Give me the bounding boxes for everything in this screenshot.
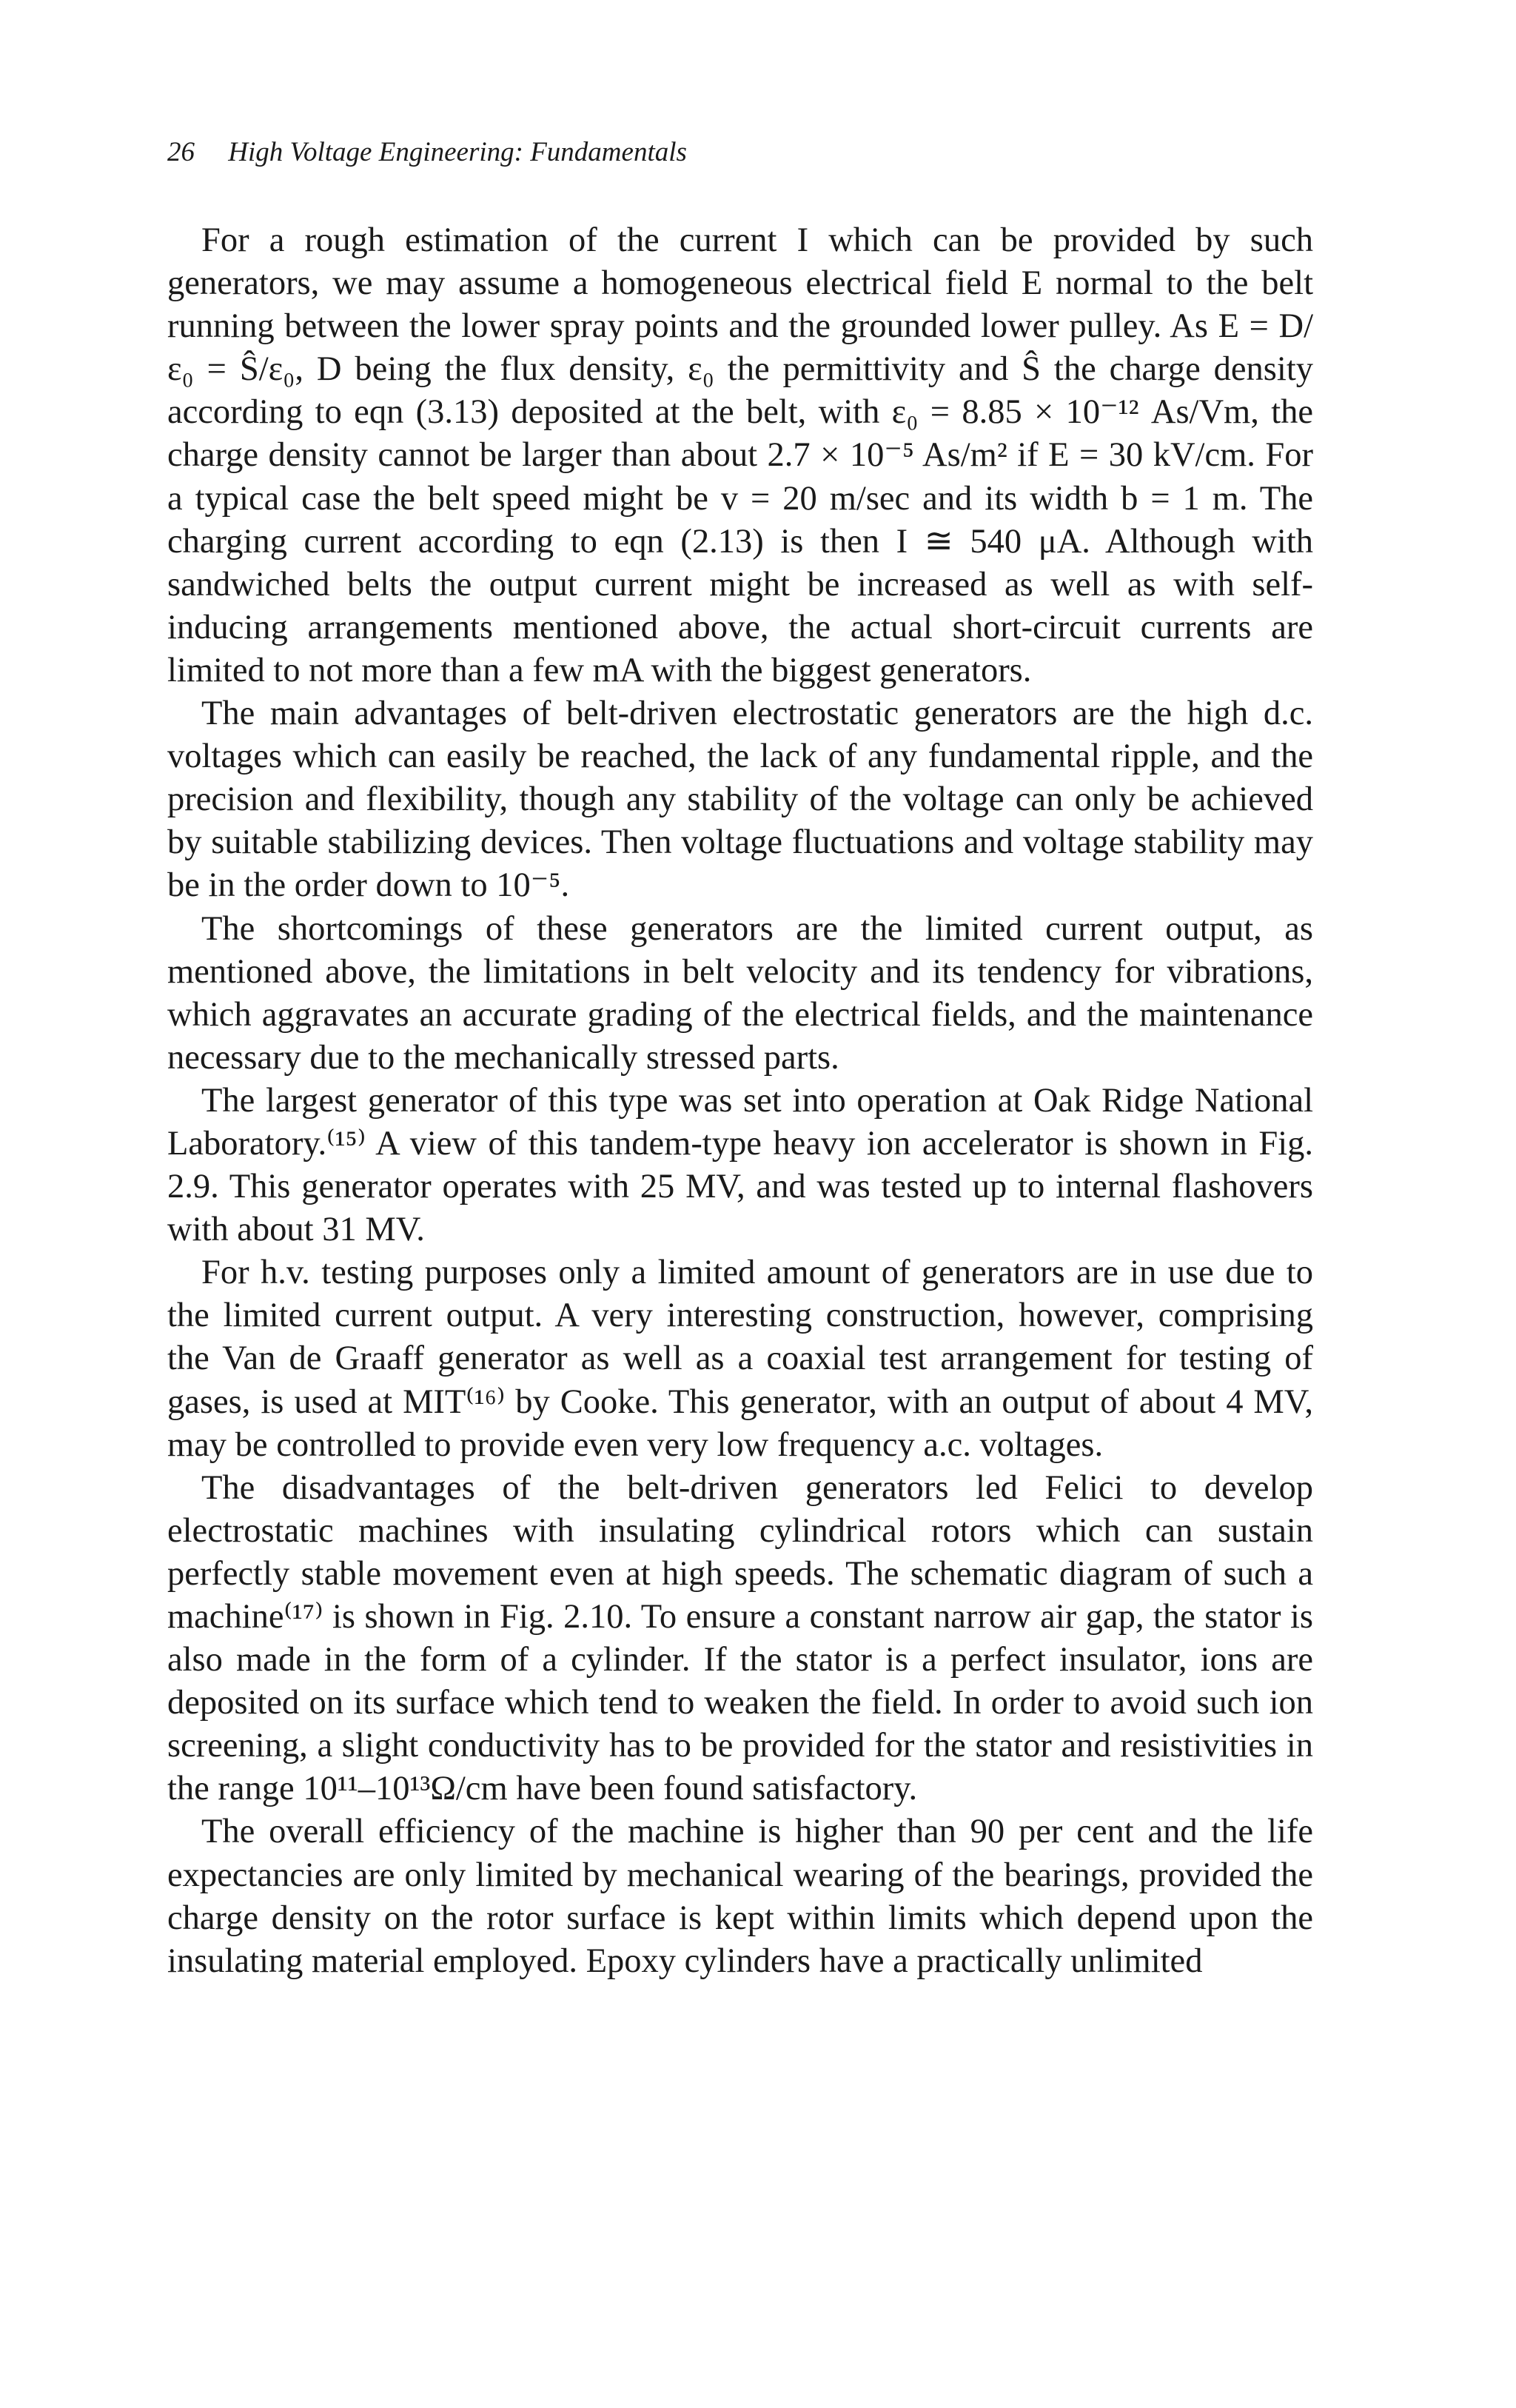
paragraph-shortcomings: The shortcomings of these generators are the limited current output, as mentioned above, the limitations in belt velocity and its tendency for vibrations, which aggravates an accurate grading of the electrical fields, and the maintenance necessary due to the mechanically stressed parts. (167, 909, 1313, 1077)
paragraph-largest-generator: The largest generator of this type was set into operation at Oak Ridge National Laboratory.⁽¹⁵⁾ A view of this tandem-type heavy ion accelerator is shown in Fig. 2.9. This generator operates with 25 MV, and was tested up to internal flashovers with about 31 MV. (167, 1081, 1313, 1249)
book-title: High Voltage Engineering: Fundamentals (228, 137, 687, 167)
paragraph-advantages: The main advantages of belt-driven electrostatic generators are the high d.c. voltages which can easily be reached, the lack of any fundamental ripple, and the precision and flexibility, though any stability of the voltage can only be achieved by suitable stabilizing devices. Then voltage fluctuations and voltage stability may be in the order down to 10⁻⁵. (167, 695, 1313, 905)
running-header (167, 133, 1313, 172)
book-page (167, 133, 1313, 1983)
paragraph-hv-testing: For h.v. testing purposes only a limited amount of generators are in use due to the limited current output. A very interesting construction, however, comprising the Van de Graaff generator as well as a coaxial test arrangement for testing of gases, is used at MIT⁽¹⁶⁾ by Cooke. This generator, with an output of about 4 MV, may be controlled to provide even very low frequency a.c. voltages. (167, 1254, 1313, 1464)
paragraph-felici-machines: The disadvantages of the belt-driven generators led Felici to develop electrostatic machines with insulating cylindrical rotors which can sustain perfectly stable movement even at high speeds. The schematic diagram of such a machine⁽¹⁷⁾ is shown in Fig. 2.10. To ensure a constant narrow air gap, the stator is also made in the form of a cylinder. If the stator is a perfect insulator, ions are deposited on its surface which tend to weaken the field. In order to avoid such ion screening, a slight conductivity has to be provided for the stator and resistivities in the range 10¹¹–10¹³Ω/cm have been found satisfactory. (167, 1468, 1313, 1808)
paragraph-efficiency: The overall efficiency of the machine is higher than 90 per cent and the life expectancies are only limited by mechanical wearing of the bearings, provided the charge density on the rotor surface is kept within limits which depend upon the insulating material employed. Epoxy cylinders have a practically unlimited (167, 1813, 1313, 1980)
page-number: 26 (167, 137, 195, 167)
paragraph-current-estimation: For a rough estimation of the current I which can be provided by such generators, we may assume a homogeneous electrical field E normal to the belt running between the lower spray points and the grounded lower pulley. As E = D/ε₀ = Ŝ/ε₀, D being the flux density, ε₀ the permittivity and Ŝ the charge density according to eqn (3.13) deposited at the belt, with ε₀ = 8.85 × 10⁻¹² As/Vm, the charge density cannot be larger than about 2.7 × 10⁻⁵ As/m² if E = 30 kV/cm. For a typical case the belt speed might be v = 20 m/sec and its width b = 1 m. The charging current according to eqn (2.13) is then I ≅ 540 μA. Although with sandwiched belts the output current might be increased as well as with self-inducing arrangements mentioned above, the actual short-circuit currents are limited to not more than a few mA with the biggest generators. (167, 221, 1313, 689)
